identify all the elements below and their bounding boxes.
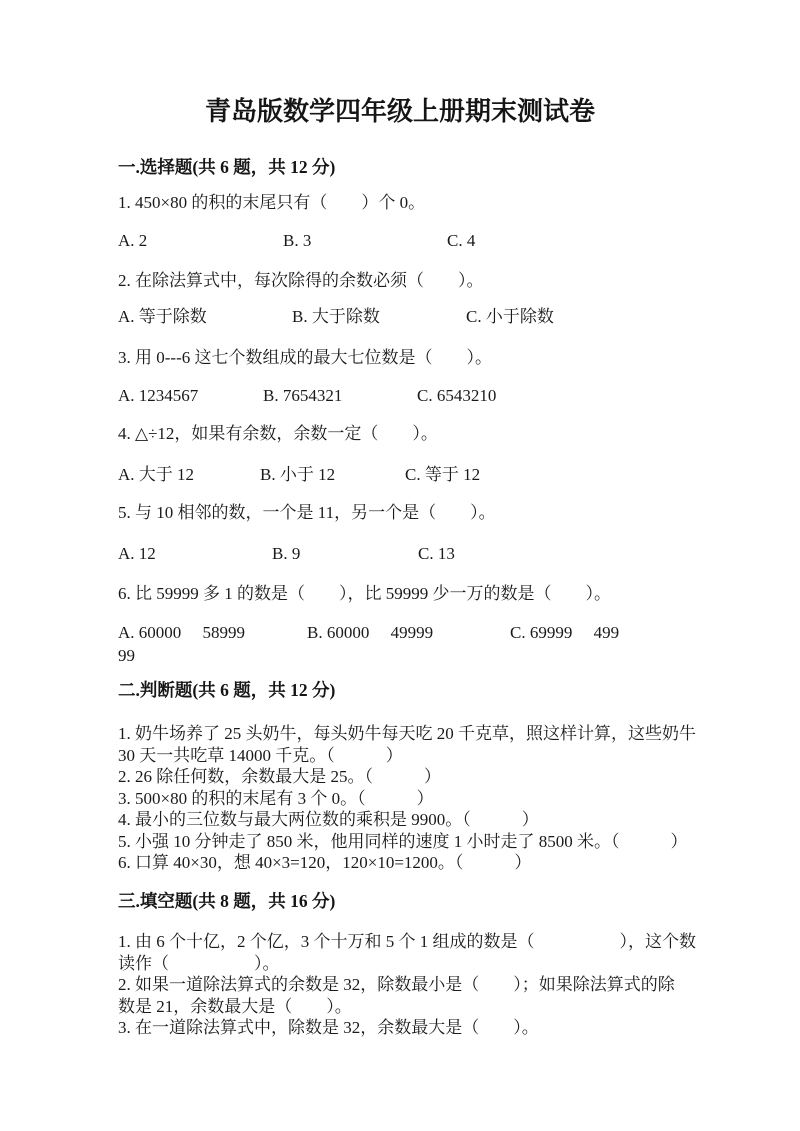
option-c: C. 等于 12	[405, 465, 481, 484]
option-c: C. 6543210	[417, 386, 497, 405]
option-c: C. 小于除数	[466, 307, 554, 326]
option-b: B. 60000 49999	[307, 623, 434, 642]
option-a: A. 大于 12	[118, 465, 195, 484]
options-row	[118, 306, 688, 328]
option-a: A. 60000 58999	[118, 623, 246, 642]
doc-title: 青岛版数学四年级上册期末测试卷	[204, 97, 595, 126]
option-a: A. 1234567	[118, 386, 199, 405]
fill-line: 3. 在一道除法算式中，除数是 32，余数最大是（ ）。	[118, 1018, 539, 1037]
option-c: C. 4	[447, 231, 476, 250]
options-row	[118, 230, 688, 252]
question-text: 4. △÷12，如果有余数，余数一定（ ）。	[118, 424, 438, 443]
fill-line: 1. 由 6 个十亿，2 个亿，3 个十万和 5 个 1 组成的数是（ ），这个数	[118, 932, 696, 951]
option-c: C. 13	[418, 544, 455, 563]
question-text: 3. 用 0---6 这七个数组成的最大七位数是（ ）。	[118, 348, 492, 367]
option-b: B. 大于除数	[292, 307, 380, 326]
judge-line: 5. 小强 10 分钟走了 850 米，他用同样的速度 1 小时走了 8500 米。（ ）	[118, 831, 688, 851]
question-text: 2. 在除法算式中，每次除得的余数必须（ ）。	[118, 271, 484, 290]
fill-line: 读作（ ）。	[118, 953, 280, 973]
judge-line: 4. 最小的三位数与最大两位数的乘积是 9900。（ ）	[118, 810, 539, 829]
judge-line: 3. 500×80 的积的末尾有 3 个 0。（ ）	[118, 788, 434, 808]
option-a: A. 等于除数	[118, 307, 207, 326]
section-fill-heading: 三.填空题(共 8 题，共 16 分)	[118, 891, 336, 911]
judge-line: 30 天一共吃草 14000 千克。（ ）	[118, 745, 403, 765]
options-row	[118, 543, 688, 565]
judge-line: 2. 26 除任何数，余数最大是 25。（ ）	[118, 767, 441, 786]
fill-questions	[118, 931, 696, 1039]
fill-line: 数是 21，余数最大是（ ）。	[118, 996, 352, 1016]
section-choice-heading: 一.选择题(共 6 题，共 12 分)	[118, 157, 336, 177]
section-judge-heading: 二.判断题(共 6 题，共 12 分)	[118, 680, 336, 700]
question-text: 1. 450×80 的积的末尾只有（ ）个 0。	[118, 193, 426, 212]
option-b: B. 3	[283, 231, 312, 250]
option-c: C. 69999 499	[510, 623, 620, 642]
options-row	[118, 385, 688, 407]
judge-line: 1. 奶牛场养了 25 头奶牛，每头奶牛每天吃 20 千克草，照这样计算，这些奶牛	[118, 724, 696, 743]
question-text: 5. 与 10 相邻的数，一个是 11，另一个是（ ）。	[118, 503, 496, 522]
option-b: B. 9	[272, 544, 301, 563]
option-a: A. 2	[118, 231, 148, 250]
option-c-wrap: 99	[118, 646, 135, 665]
fill-line: 2. 如果一道除法算式的余数是 32，除数最小是（ ）；如果除法算式的除	[118, 975, 675, 994]
judge-line: 6. 口算 40×30，想 40×3=120，120×10=1200。（ ）	[118, 853, 532, 872]
option-b: B. 小于 12	[260, 465, 336, 484]
options-row	[118, 622, 688, 644]
question-text: 6. 比 59999 多 1 的数是（ ），比 59999 少一万的数是（ ）。	[118, 584, 611, 603]
option-b: B. 7654321	[263, 386, 343, 405]
options-row	[118, 464, 688, 486]
option-a: A. 12	[118, 544, 156, 563]
judge-questions	[118, 723, 696, 874]
